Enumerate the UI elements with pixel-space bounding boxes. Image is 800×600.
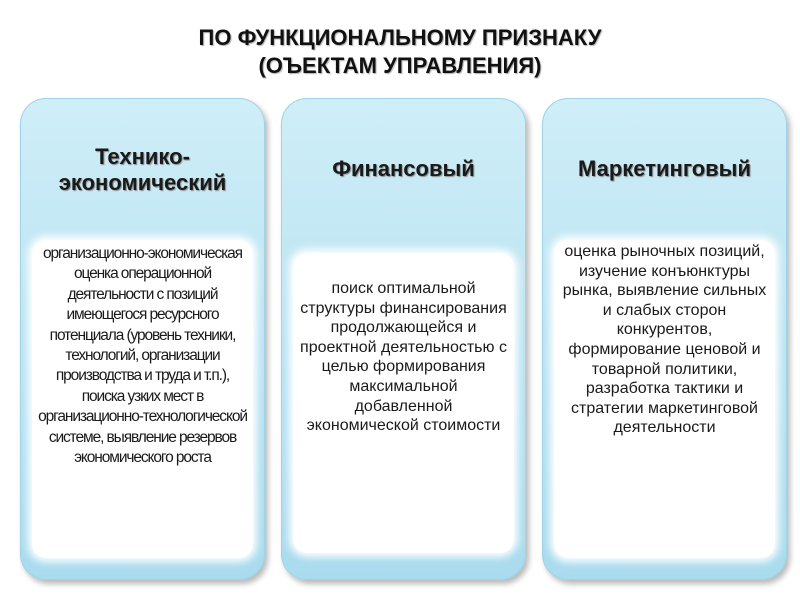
card-technical-economic: [20, 98, 265, 580]
card-heading: Технико-экономический: [58, 144, 227, 195]
slide-title: [0, 24, 800, 80]
card-description: оценка рыночных позиций, изучение конъюнктуры рынка, выявление сильных и слабых сторон конкурентов, формирование ценовой и товарной политики, разработка тактики и стратегии маркетинговой деятельности: [554, 240, 775, 558]
title-line-1: ПО ФУНКЦИОНАЛЬНОМУ ПРИЗНАКУ: [198, 25, 602, 50]
card-description: поиск оптимальной структуры финансирования продолжающейся и проектной деятельностью с целью формирования максимальной добавленной экономической стоимости: [293, 253, 514, 553]
card-marketing: [542, 98, 787, 580]
card-heading: Маркетинговый: [578, 156, 751, 181]
title-line-2: (ОЪЕКТАМ УПРАВЛЕНИЯ): [258, 53, 542, 78]
card-financial: [281, 98, 526, 580]
card-description: организационно-экономическая оценка операционной деятельности с позиций имеющегося ресурсного потенциала (уровень техники, технологий, организации производства и труда и т.п.), поиска узких мест в организационно-технологической системе, выявление резервов экономического роста: [32, 240, 253, 558]
card-heading: Финансовый: [332, 156, 475, 181]
